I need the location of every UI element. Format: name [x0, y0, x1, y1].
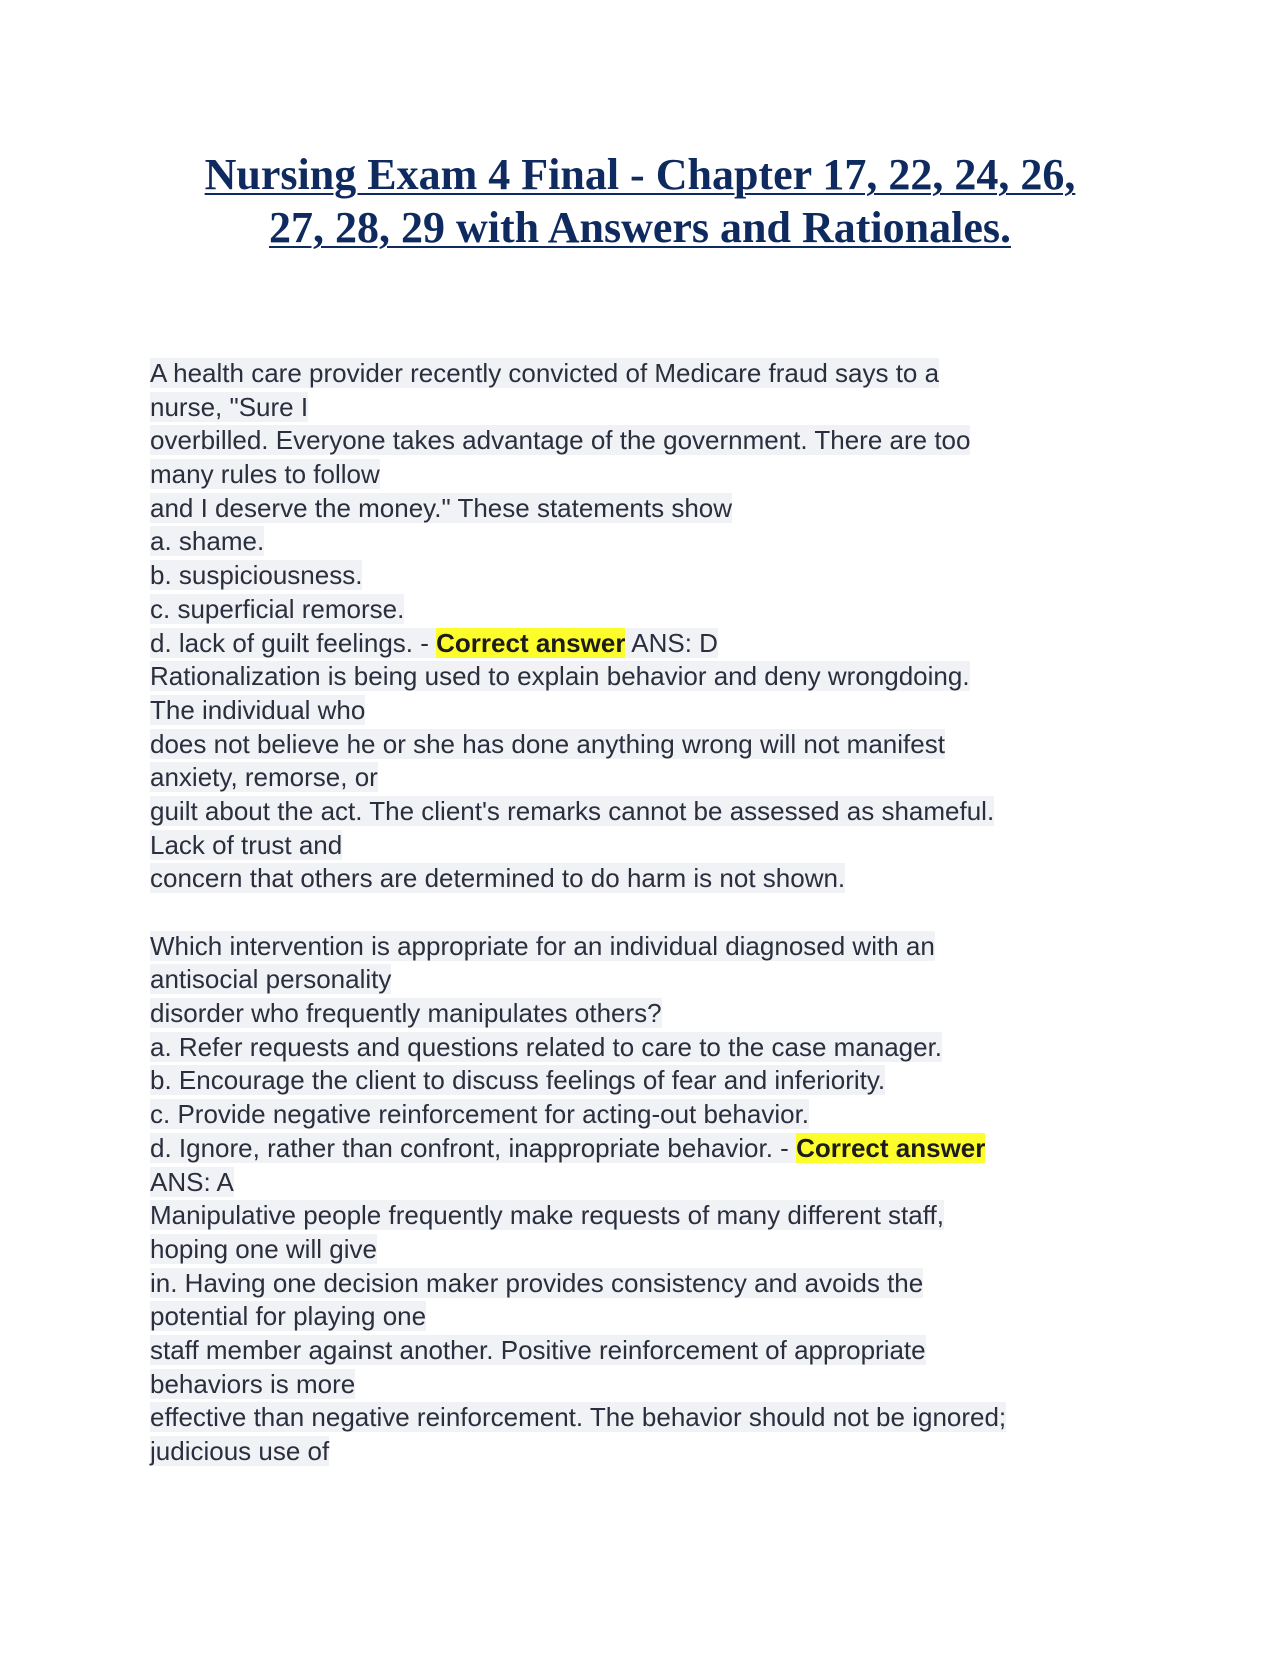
rationale-line: staff member against another. Positive reinforcement of appropriate [150, 1334, 926, 1365]
question-line: overbilled. Everyone takes advantage of the government. There are too [150, 425, 971, 456]
option-b: b. suspiciousness. [150, 560, 363, 591]
correct-answer-highlight: Correct answer [436, 627, 626, 658]
document-title [150, 148, 1130, 254]
rationale-line: effective than negative reinforcement. The behavior should not be ignored; [150, 1402, 1007, 1433]
rationale-line: hoping one will give [150, 1233, 377, 1264]
option-b: b. Encourage the client to discuss feelings of fear and inferiority. [150, 1065, 886, 1096]
option-d-with-answer: d. Ignore, rather than confront, inappropriate behavior. - Correct answer [150, 1132, 986, 1163]
rationale-line: concern that others are determined to do harm is not shown. [150, 863, 846, 894]
question-line: many rules to follow [150, 459, 380, 490]
question-line: disorder who frequently manipulates others? [150, 998, 662, 1029]
option-c: c. Provide negative reinforcement for acting-out behavior. [150, 1099, 810, 1130]
question-2 [150, 930, 1130, 1469]
rationale-line: potential for playing one [150, 1301, 427, 1332]
rationale-line: Rationalization is being used to explain behavior and deny wrongdoing. [150, 661, 970, 692]
question-line: antisocial personality [150, 964, 392, 995]
question-line: and I deserve the money." These statements show [150, 492, 733, 523]
document-body [150, 357, 1130, 1469]
rationale-line: Manipulative people frequently make requests of many different staff, [150, 1200, 944, 1231]
option-a: a. Refer requests and questions related to care to the case manager. [150, 1031, 943, 1062]
rationale-line: judicious use of [150, 1436, 330, 1466]
option-d-with-answer: d. lack of guilt feelings. - Correct answer ANS: D [150, 627, 718, 658]
question-line: A health care provider recently convicted of Medicare fraud says to a [150, 358, 940, 388]
rationale-line: anxiety, remorse, or [150, 762, 378, 793]
title-line-2: 27, 28, 29 with Answers and Rationales. [269, 203, 1011, 252]
rationale-line: does not believe he or she has done anything wrong will not manifest [150, 728, 945, 759]
option-c: c. superficial remorse. [150, 593, 405, 624]
rationale-line: in. Having one decision maker provides consistency and avoids the [150, 1267, 924, 1298]
rationale-line: Lack of trust and [150, 829, 343, 860]
title-line-1: Nursing Exam 4 Final - Chapter 17, 22, 24, 26, [204, 150, 1076, 199]
question-line: Which intervention is appropriate for an individual diagnosed with an [150, 930, 935, 961]
rationale-line: The individual who [150, 694, 366, 725]
rationale-line: behaviors is more [150, 1368, 356, 1399]
paragraph-spacer [150, 896, 1130, 930]
answer-key-line: ANS: A [150, 1166, 234, 1197]
correct-answer-highlight: Correct answer [796, 1132, 986, 1163]
question-1 [150, 357, 1130, 896]
option-a: a. shame. [150, 526, 265, 557]
question-line: nurse, "Sure I [150, 391, 309, 422]
rationale-line: guilt about the act. The client's remarks cannot be assessed as shameful. [150, 795, 995, 826]
